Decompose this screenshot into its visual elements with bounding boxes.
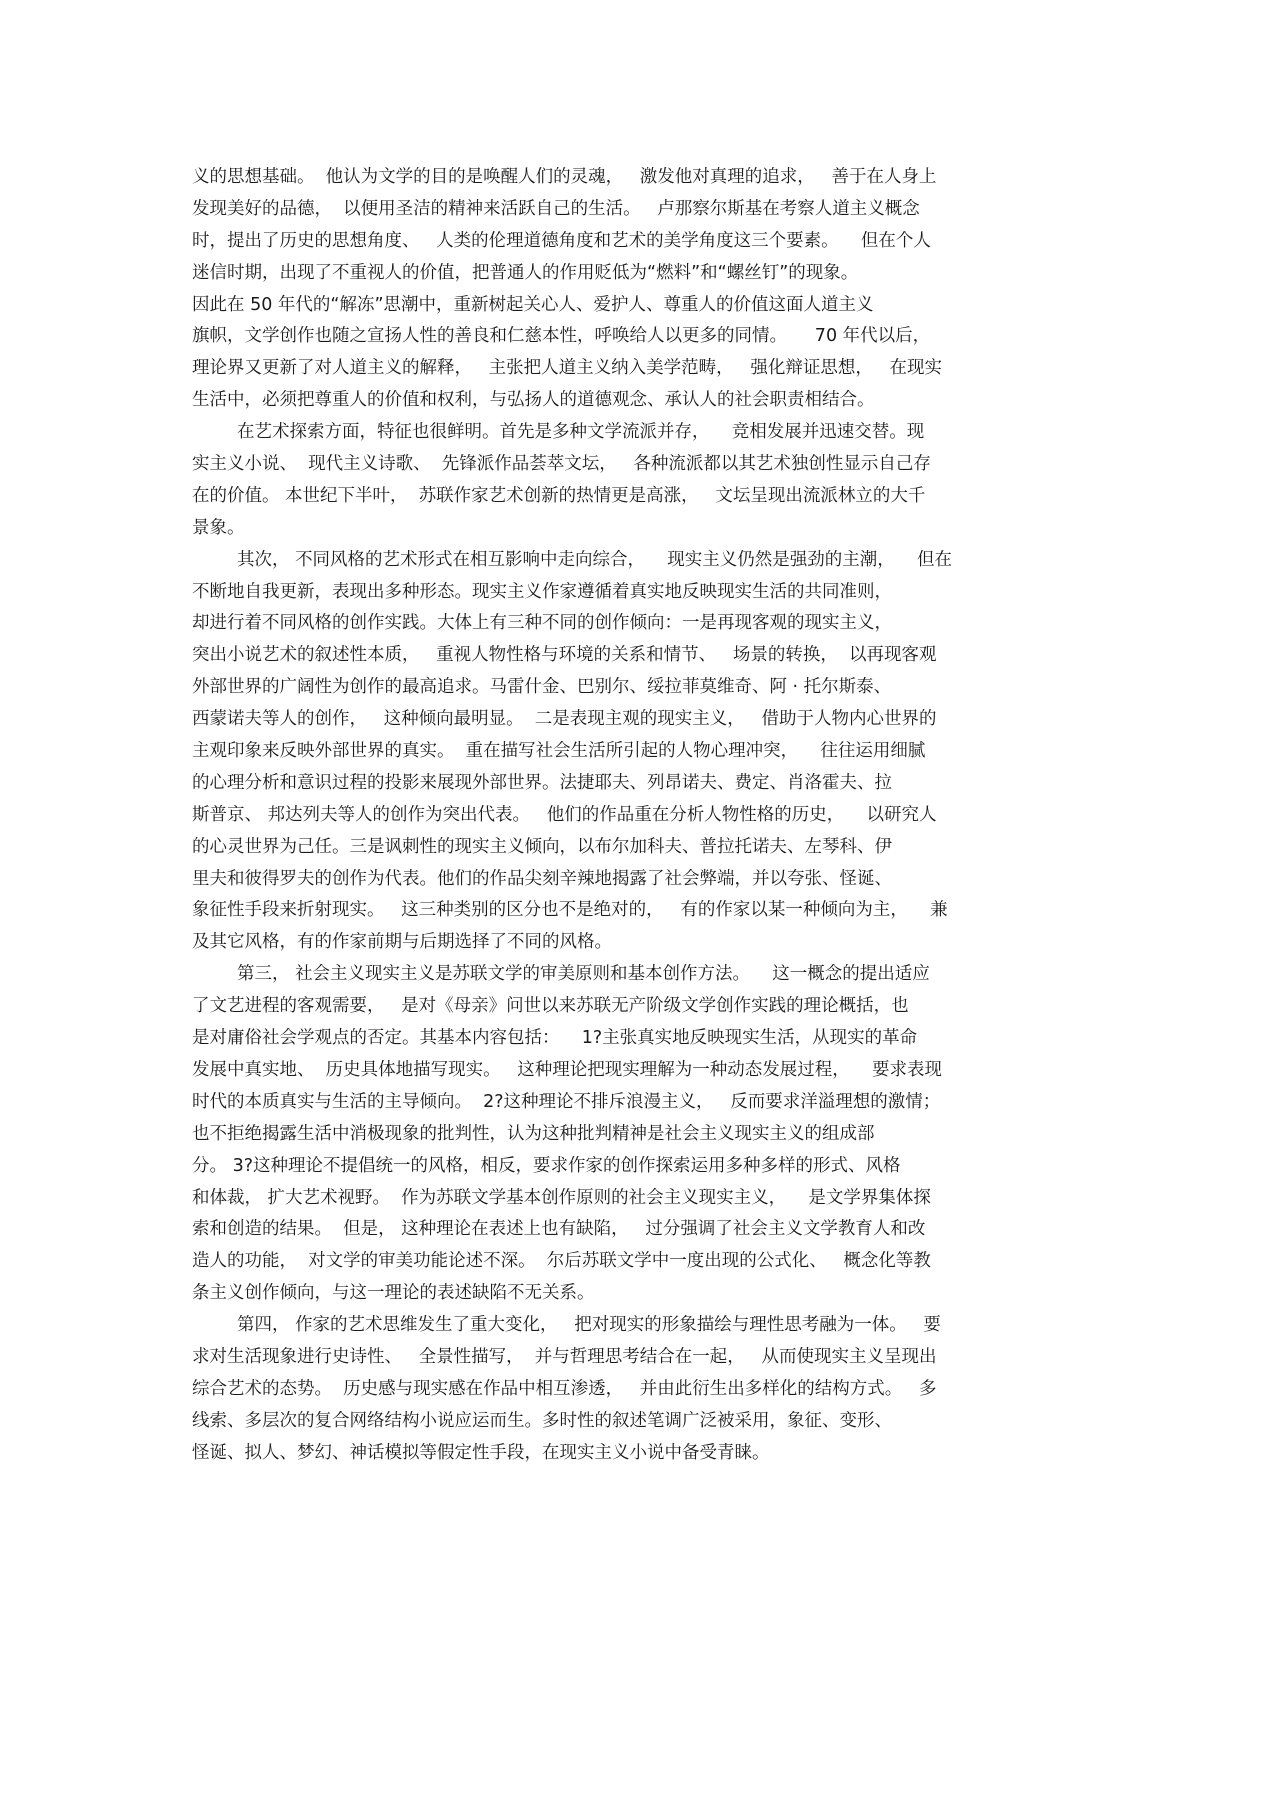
- text-line: 求对生活现象进行史诗性、 全景性描写， 并与哲理思考结合在一起， 从而使现实主义呈现出: [192, 1346, 937, 1367]
- text-line: 分。 3?这种理论不提倡统一的风格，相反，要求作家的创作探索运用多种多样的形式、风格: [192, 1155, 901, 1176]
- text-line: 时，提出了历史的思想角度、 人类的伦理道德角度和艺术的美学角度这三个要素。 但在个人: [192, 230, 931, 251]
- body-text: [192, 162, 1092, 1470]
- text-line: 义的思想基础。 他认为文学的目的是唤醒人们的灵魂， 激发他对真理的追求， 善于在人身上: [192, 167, 937, 187]
- text-line: 不断地自我更新，表现出多种形态。现实主义作家遵循着真实地反映现实生活的共同准则，: [192, 581, 892, 602]
- text-line: 综合艺术的态势。 历史感与现实感在作品中相互渗透， 并由此衍生出多样化的结构方式。 多: [192, 1378, 937, 1399]
- text-line: 发展中真实地、 历史具体地描写现实。 这种理论把现实理解为一种动态发展过程， 要求表现: [192, 1059, 943, 1080]
- text-line: 了文艺进程的客观需要， 是对《母亲》问世以来苏联无产阶级文学创作实践的理论概括，也: [192, 996, 909, 1017]
- text-line: 主观印象来反映外部世界的真实。 重在描写社会生活所引起的人物心理冲突， 往往运用细腻: [192, 741, 926, 762]
- text-line: 时代的本质真实与生活的主导倾向。 2?这种理论不排斥浪漫主义， 反而要求洋溢理想的激情；: [192, 1091, 941, 1112]
- text-line: 第四， 作家的艺术思维发生了重大变化， 把对现实的形象描绘与理性思考融为一体。 要: [237, 1315, 941, 1336]
- text-line: 在的价值。 本世纪下半叶， 苏联作家艺术创新的热情更是高涨， 文坛呈现出流派林立的大千: [192, 485, 926, 506]
- text-line: 实主义小说、 现代主义诗歌、 先锋派作品荟萃文坛， 各种流派都以其艺术独创性显示自己存: [192, 454, 931, 475]
- text-line: 因此在 50 年代的“解冻”思潮中，重新树起关心人、爱护人、尊重人的价值这面人道主义: [192, 294, 874, 315]
- text-line: 及其它风格，有的作家前期与后期选择了不同的风格。: [192, 932, 612, 953]
- text-line: 突出小说艺术的叙述性本质， 重视人物性格与环境的关系和情节、 场景的转换， 以再现客观: [192, 645, 937, 666]
- text-line: 是对庸俗社会学观点的否定。其基本内容包括： 1?主张真实地反映现实生活，从现实的革命: [192, 1028, 918, 1049]
- text-line: 和体裁， 扩大艺术视野。 作为苏联文学基本创作原则的社会主义现实主义， 是文学界集体探: [192, 1187, 931, 1208]
- text-line: 迷信时期，出现了不重视人的价值，把普通人的作用贬低为“燃料”和“螺丝钉”的现象。: [192, 262, 859, 283]
- text-line: 景象。: [192, 517, 245, 538]
- text-line: 却进行着不同风格的创作实践。大体上有三种不同的创作倾向：一是再现客观的现实主义，: [192, 613, 892, 634]
- text-line: 旗帜，文学创作也随之宣扬人性的善良和仁慈本性，呼唤给人以更多的同情。 70 年代以后，: [192, 326, 931, 347]
- text-line: 索和创造的结果。 但是， 这种理论在表述上也有缺陷， 过分强调了社会主义文学教育人和改: [192, 1219, 926, 1240]
- text-line: 理论界又更新了对人道主义的解释， 主张把人道主义纳入美学范畴， 强化辩证思想， 在现实: [192, 358, 943, 379]
- text-line: 的心理分析和意识过程的投影来展现外部世界。法捷耶夫、列昂诺夫、费定、肖洛霍夫、拉: [192, 772, 892, 793]
- text-line: 在艺术探索方面，特征也很鲜明。首先是多种文学流派并存， 竞相发展并迅速交替。现: [237, 422, 925, 443]
- text-line: 斯普京、 邦达列夫等人的创作为突出代表。 他们的作品重在分析人物性格的历史， 以研究人: [192, 804, 937, 825]
- text-line: 象征性手段来折射现实。 这三种类别的区分也不是绝对的， 有的作家以某一种倾向为主， 兼: [192, 900, 948, 921]
- text-line: 生活中，必须把尊重人的价值和权利，与弘扬人的道德观念、承认人的社会职责相结合。: [192, 390, 875, 411]
- text-line: 条主义创作倾向，与这一理论的表述缺陷不无关系。: [192, 1283, 595, 1304]
- text-line: 外部世界的广阔性为创作的最高追求。马雷什金、巴别尔、绥拉菲莫维奇、阿 · 托尔斯泰、: [192, 677, 892, 698]
- text-line: 西蒙诺夫等人的创作， 这种倾向最明显。 二是表现主观的现实主义， 借助于人物内心世界的: [192, 709, 937, 730]
- text-line: 也不拒绝揭露生活中消极现象的批判性，认为这种批判精神是社会主义现实主义的组成部: [192, 1123, 875, 1144]
- text-line: 里夫和彼得罗夫的创作为代表。他们的作品尖刻辛辣地揭露了社会弊端，并以夸张、怪诞、: [192, 868, 892, 889]
- text-line: 线索、多层次的复合网络结构小说应运而生。多时性的叙述笔调广泛被采用，象征、变形、: [192, 1410, 892, 1431]
- text-line: 其次， 不同风格的艺术形式在相互影响中走向综合， 现实主义仍然是强劲的主潮， 但在: [237, 549, 953, 570]
- text-line: 的心灵世界为己任。三是讽刺性的现实主义倾向，以布尔加科夫、普拉托诺夫、左琴科、伊: [192, 836, 892, 857]
- text-line: 第三， 社会主义现实主义是苏联文学的审美原则和基本创作方法。 这一概念的提出适应: [237, 964, 930, 985]
- text-line: 造人的功能， 对文学的审美功能论述不深。 尔后苏联文学中一度出现的公式化、 概念化等教: [192, 1251, 931, 1272]
- text-line: 发现美好的品德， 以便用圣洁的精神来活跃自己的生活。 卢那察尔斯基在考察人道主义概念: [192, 198, 920, 219]
- text-line: 怪诞、拟人、梦幻、神话模拟等假定性手段，在现实主义小说中备受青睐。: [192, 1442, 770, 1463]
